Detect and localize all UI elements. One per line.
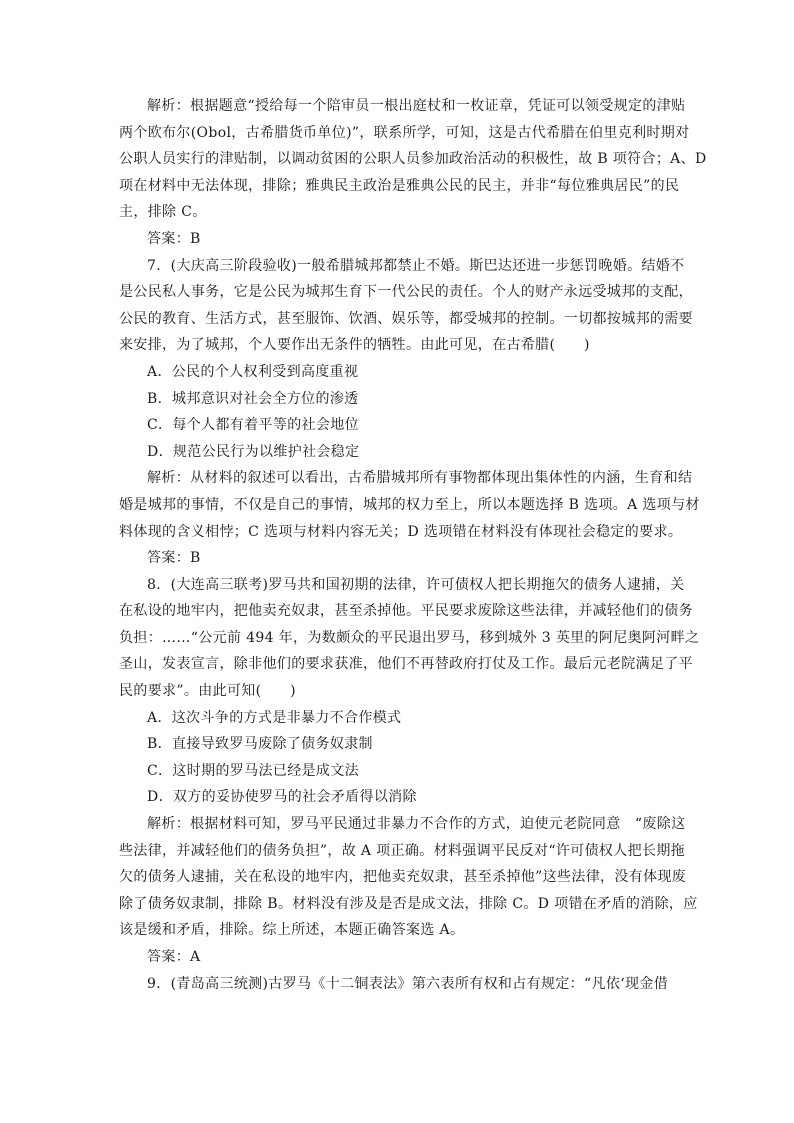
- text-line: 来安排，为了城邦，个人要作出无条件的牺牲。由此可见，在古希腊( ): [119, 337, 590, 354]
- document-content: [119, 93, 707, 997]
- text-line: 9．(青岛高三统测)古罗马《十二铜表法》第六表所有权和占有规定：“凡依‘现金借: [147, 975, 669, 992]
- text-line: 该是缓和矛盾，排除。综上所述，本题正确答案选 A。: [119, 922, 465, 939]
- text-line: 在私设的地牢内，把他卖充奴隶，甚至杀掉他。平民要求废除这些法律，并减轻他们的债务: [119, 603, 693, 620]
- question-7-option-c: C．每个人都有着平等的社会地位: [147, 417, 359, 434]
- question-8-stem: [119, 572, 700, 705]
- text-line: 项在材料中无法体现，排除；雅典民主政治是雅典公民的民主，并非“每位雅典居民”的民: [119, 177, 680, 194]
- text-line: 主，排除 C。: [119, 204, 207, 221]
- text-line: 些法律，并减轻他们的债务负担”，故 A 项正确。材料强调平民反对“许可债权人把长期拖: [119, 842, 686, 859]
- question-8-option-a: A．这次斗争的方式是非暴力不合作模式: [147, 709, 402, 726]
- answer-7: 答案：B: [147, 550, 201, 567]
- text-line: 婚是城邦的事情，不仅是自己的事情，城邦的权力至上，所以本题选择 B 选项。A 选项与材: [119, 496, 700, 513]
- analysis-paragraph-8: [119, 811, 698, 944]
- analysis-paragraph-7: [119, 465, 700, 545]
- question-7-option-a: A．公民的个人权利受到高度重视: [147, 363, 359, 380]
- text-line: 7．(大庆高三阶段验收)一般希腊城邦都禁止不婚。斯巴达还进一步惩罚晚婚。结婚不: [147, 257, 685, 274]
- text-line: 是公民私人事务，它是公民为城邦生育下一代公民的责任。个人的财产永远受城邦的支配，: [119, 284, 693, 301]
- text-line: 料体现的含义相悖；C 选项与材料内容无关；D 选项错在材料没有体现社会稳定的要求。: [119, 523, 683, 540]
- text-line: 负担：……“公元前 494 年，为数颇众的平民退出罗马，移到城外 3 英里的阿尼奥阿河畔之: [119, 629, 700, 646]
- question-8-option-d: D．双方的妥协使罗马的社会矛盾得以消除: [147, 789, 417, 806]
- text-line: 欠的债务人逮捕，关在私设的地牢内，把他卖充奴隶，甚至杀掉他”这些法律，没有体现废: [119, 869, 687, 886]
- answer-6: 答案：B: [147, 230, 201, 247]
- text-line: 解析：从材料的叙述可以看出，古希腊城邦所有事物都体现出集体性的内涵，生育和结: [147, 470, 693, 487]
- text-line: 民的要求”。由此可知( ): [119, 683, 296, 700]
- question-7-option-d: D．规范公民行为以维护社会稳定: [147, 443, 360, 460]
- question-9-stem: [119, 971, 669, 998]
- question-7-option-b: B．城邦意识对社会全方位的渗透: [147, 390, 359, 407]
- text-line: 解析：根据材料可知，罗马平民通过非暴力不合作的方式，迫使元老院同意 “废除这: [147, 816, 686, 833]
- analysis-paragraph-6: [119, 93, 707, 226]
- text-line: 解析：根据题意“授给每一个陪审员一根出庭杖和一枚证章，凭证可以领受规定的津贴: [147, 98, 686, 114]
- text-line: 公职人员实行的津贴制，以调动贫困的公职人员参加政治活动的积极性，故 B 项符合；A、D: [119, 151, 707, 168]
- answer-8: 答案：A: [147, 949, 201, 965]
- question-7-stem: [119, 253, 693, 359]
- text-line: 圣山，发表宣言，除非他们的要求获准，他们不再替政府打仗及工作。最后元老院满足了平: [119, 656, 693, 673]
- text-line: 公民的教育、生活方式，甚至服饰、饮酒、娱乐等，都受城邦的控制。一切都按城邦的需要: [119, 310, 693, 327]
- text-line: 两个欧布尔(Obol，古希腊货币单位)”，联系所学，可知，这是古代希腊在伯里克利时期对: [119, 124, 690, 141]
- text-line: 除了债务奴隶制，排除 B。材料没有涉及是否是成文法，排除 C。D 项错在矛盾的消除，应: [119, 895, 698, 912]
- question-8-option-b: B．直接导致罗马废除了债务奴隶制: [147, 736, 373, 753]
- text-line: 8．(大连高三联考)罗马共和国初期的法律，许可债权人把长期拖欠的债务人逮捕，关: [147, 576, 685, 593]
- question-8-option-c: C．这时期的罗马法已经是成文法: [147, 762, 359, 779]
